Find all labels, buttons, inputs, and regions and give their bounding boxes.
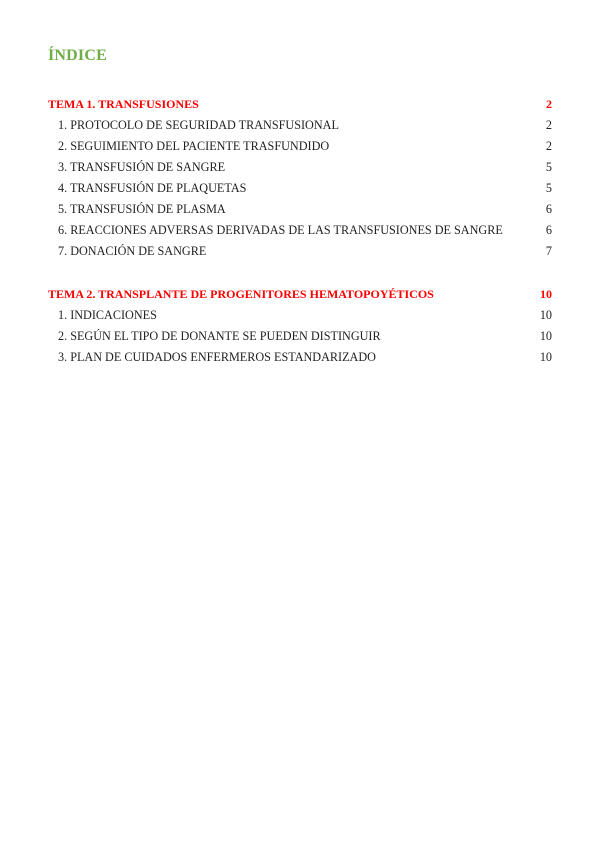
toc-entry[interactable] bbox=[48, 241, 552, 262]
toc-entry-title: 5. TRANSFUSIÓN DE PLASMA bbox=[58, 202, 226, 216]
toc-entry-page: 7 bbox=[545, 244, 552, 258]
toc-entry[interactable] bbox=[48, 157, 552, 178]
toc-entry-title: 7. DONACIÓN DE SANGRE bbox=[58, 244, 207, 258]
toc-chapter-title: TEMA 2. TRANSPLANTE DE PROGENITORES HEMATOPOYÉTICOS bbox=[48, 287, 434, 301]
section-gap bbox=[48, 262, 552, 284]
toc-entry[interactable] bbox=[48, 115, 552, 136]
toc-chapter-1[interactable] bbox=[48, 94, 552, 115]
toc-entry-page: 6 bbox=[545, 223, 552, 237]
toc-entry[interactable] bbox=[48, 326, 552, 347]
toc-entry[interactable] bbox=[48, 136, 552, 157]
toc-chapter-title: TEMA 1. TRANSFUSIONES bbox=[48, 97, 199, 111]
table-of-contents bbox=[48, 94, 552, 368]
toc-entry-title: 2. SEGÚN EL TIPO DE DONANTE SE PUEDEN DISTINGUIR bbox=[58, 329, 381, 343]
toc-entry[interactable] bbox=[48, 220, 552, 241]
toc-chapter-page: 2 bbox=[546, 97, 552, 111]
toc-entry-page: 5 bbox=[545, 181, 552, 195]
toc-entry-title: 3. PLAN DE CUIDADOS ENFERMEROS ESTANDARIZADO bbox=[58, 350, 376, 364]
toc-entry-title: 1. PROTOCOLO DE SEGURIDAD TRANSFUSIONAL bbox=[58, 118, 339, 132]
toc-entry-page: 10 bbox=[539, 350, 552, 364]
toc-chapter-2[interactable] bbox=[48, 284, 552, 305]
toc-entry-page: 5 bbox=[545, 160, 552, 174]
toc-entry-title: 4. TRANSFUSIÓN DE PLAQUETAS bbox=[58, 181, 247, 195]
toc-entry-page: 2 bbox=[545, 118, 552, 132]
toc-entry-page: 6 bbox=[545, 202, 552, 216]
toc-entry-title: 2. SEGUIMIENTO DEL PACIENTE TRASFUNDIDO bbox=[58, 139, 330, 153]
toc-entry[interactable] bbox=[48, 199, 552, 220]
toc-entry-page: 10 bbox=[539, 308, 552, 322]
toc-entry[interactable] bbox=[48, 347, 552, 368]
toc-entry-page: 2 bbox=[545, 139, 552, 153]
toc-entry[interactable] bbox=[48, 178, 552, 199]
toc-chapter-page: 10 bbox=[540, 287, 552, 301]
toc-entry-title: 6. REACCIONES ADVERSAS DERIVADAS DE LAS TRANSFUSIONES DE SANGRE bbox=[58, 223, 503, 237]
toc-entry[interactable] bbox=[48, 305, 552, 326]
toc-entry-page: 10 bbox=[539, 329, 552, 343]
toc-entry-title: 1. INDICACIONES bbox=[58, 308, 157, 322]
toc-entry-title: 3. TRANSFUSIÓN DE SANGRE bbox=[58, 160, 226, 174]
page-title: ÍNDICE bbox=[48, 47, 107, 64]
